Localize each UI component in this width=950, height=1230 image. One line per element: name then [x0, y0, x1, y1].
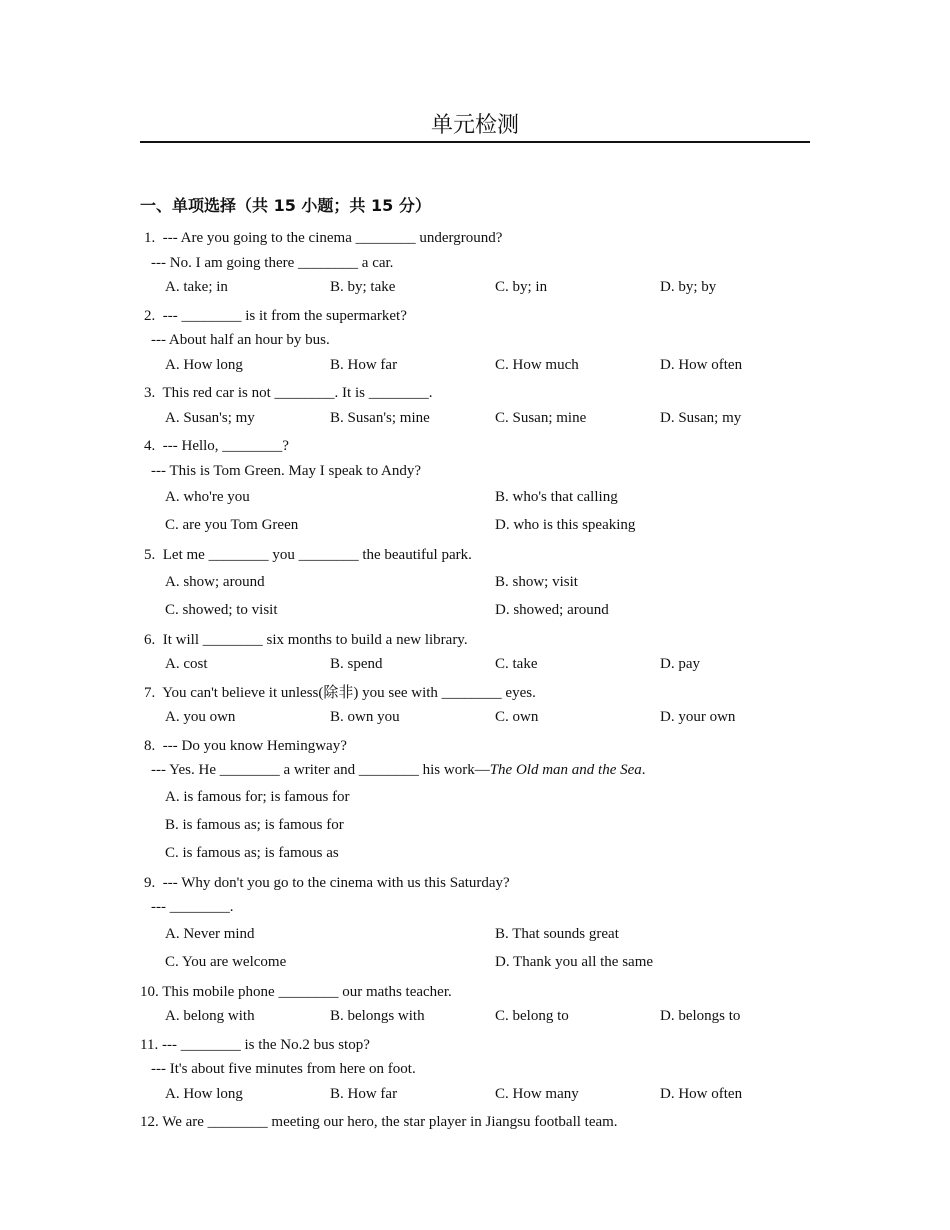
option-d: D. by; by: [660, 279, 717, 295]
question-reply: --- Yes. He ________ a writer and ________ his work—The Old man and the Sea.: [151, 762, 646, 778]
question-stem: 10. This mobile phone ________ our maths teacher.: [140, 983, 452, 1000]
option-b: B. is famous as; is famous for: [165, 816, 344, 833]
option-c: C. How much: [495, 356, 579, 373]
option-row: [140, 483, 820, 511]
option-b: B. Susan's; mine: [330, 409, 430, 426]
option-row: [140, 511, 820, 539]
question-reply: --- This is Tom Green. May I speak to Andy?: [151, 462, 422, 479]
option-row: [140, 1004, 820, 1029]
question-stem: 4. --- Hello, ________?: [144, 438, 289, 454]
question-reply: --- No. I am going there ________ a car.: [151, 254, 394, 271]
question: [140, 434, 820, 539]
question: [140, 871, 820, 976]
option-row: [140, 275, 820, 300]
option-d: D. who is this speaking: [495, 517, 636, 533]
question-stem: 6. It will ________ six months to build a new library.: [144, 631, 468, 648]
option-row: [140, 705, 820, 730]
option-c: C. by; in: [495, 279, 548, 295]
option-a: A. show; around: [165, 573, 265, 590]
question-stem: 5. Let me ________ you ________ the beautiful park.: [144, 547, 472, 563]
question: [140, 226, 820, 300]
question: [140, 681, 820, 730]
question-stem: 3. This red car is not ________. It is ________.: [144, 385, 433, 401]
option-d: D. belongs to: [660, 1008, 741, 1024]
option-b: B. belongs with: [330, 1008, 425, 1024]
option-a: A. who're you: [165, 489, 250, 505]
question-stem: 2. --- ________ is it from the supermarket?: [144, 307, 407, 324]
option-a: A. belong with: [165, 1008, 255, 1024]
question: [140, 980, 820, 1029]
option-c: C. is famous as; is famous as: [165, 844, 339, 861]
option-row: [140, 1082, 820, 1107]
option-row: [140, 568, 820, 596]
option-a: A. How long: [165, 1085, 243, 1102]
section-heading: 一、单项选择（共 15 小题；共 15 分）: [140, 196, 431, 215]
option-d: D. Thank you all the same: [495, 953, 654, 970]
option-b: B. That sounds great: [495, 925, 619, 942]
option-row: [140, 353, 820, 378]
question-reply: --- It's about five minutes from here on foot.: [151, 1061, 416, 1077]
question-stem: 7. You can't believe it unless(除非) you see with ________ eyes.: [144, 684, 536, 701]
option-a: A. Never mind: [165, 925, 255, 942]
question: [140, 1033, 820, 1107]
option-d: D. How often: [660, 1085, 743, 1102]
question-stem: 8. --- Do you know Hemingway?: [144, 737, 347, 754]
option-c: C. own: [495, 709, 539, 725]
question-stem: 1. --- Are you going to the cinema ________ underground?: [144, 230, 503, 246]
option-a: A. Susan's; my: [165, 409, 255, 426]
option-a: A. How long: [165, 356, 243, 373]
question: [140, 628, 820, 677]
question-stem: 11. --- ________ is the No.2 bus stop?: [140, 1036, 370, 1053]
option-d: D. your own: [660, 709, 736, 725]
option-c: C. How many: [495, 1085, 579, 1102]
option-c: C. take: [495, 656, 538, 672]
question-stem: 9. --- Why don't you go to the cinema with us this Saturday?: [144, 874, 510, 891]
question: [140, 734, 820, 867]
option-b: B. who's that calling: [495, 489, 618, 505]
question: [140, 1110, 820, 1135]
option-b: B. by; take: [330, 279, 396, 295]
question: [140, 543, 820, 624]
option-c: C. showed; to visit: [165, 601, 278, 618]
option-d: D. pay: [660, 656, 700, 672]
option-row: [140, 652, 820, 677]
option-a: A. is famous for; is famous for: [165, 788, 350, 805]
option-b: B. How far: [330, 356, 398, 373]
option-c: C. Susan; mine: [495, 409, 587, 426]
option-a: A. take; in: [165, 279, 228, 295]
option-row: [140, 406, 820, 431]
option-b: B. spend: [330, 656, 383, 672]
question-stem: 12. We are ________ meeting our hero, the star player in Jiangsu football team.: [140, 1114, 618, 1130]
option-b: B. show; visit: [495, 573, 578, 590]
option-a: A. cost: [165, 656, 208, 672]
option-row: [140, 948, 820, 976]
question-list: [140, 226, 820, 1139]
option-b: B. own you: [330, 709, 400, 725]
option-a: A. you own: [165, 709, 236, 725]
question-reply: --- About half an hour by bus.: [151, 332, 330, 348]
option-c: C. belong to: [495, 1008, 569, 1024]
page-title: 单元检测: [430, 113, 519, 138]
option-d: D. Susan; my: [660, 409, 742, 426]
option-b: B. How far: [330, 1085, 398, 1102]
question: [140, 304, 820, 378]
option-d: D. showed; around: [495, 601, 609, 618]
option-c: C. You are welcome: [165, 953, 287, 970]
question: [140, 381, 820, 430]
question-reply: --- ________.: [151, 899, 234, 915]
option-c: C. are you Tom Green: [165, 517, 299, 533]
option-d: D. How often: [660, 356, 743, 373]
option-row: [140, 596, 820, 624]
option-row: [140, 920, 820, 948]
book-title: The Old man and the Sea: [489, 762, 642, 778]
title-rule: [140, 112, 810, 143]
